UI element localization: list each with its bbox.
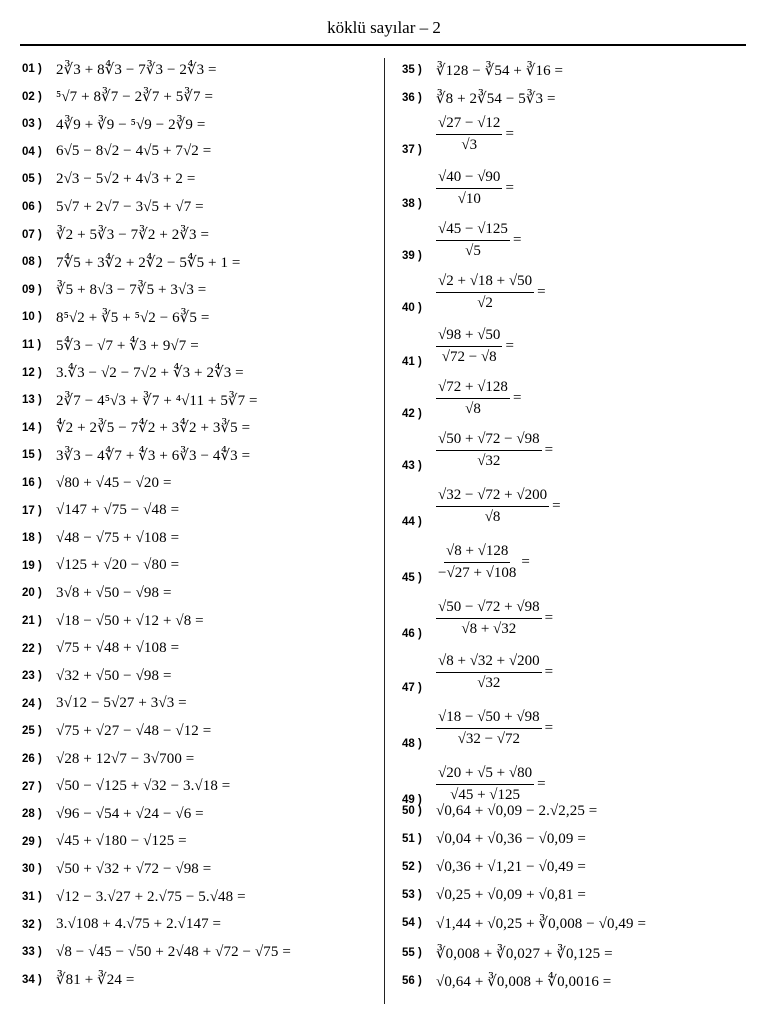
problem-number: 34 ) <box>22 973 42 986</box>
problem-number: 35 ) <box>402 64 422 76</box>
problem-expression: ∜2 + 2∛5 − 7∜2 + 3∜2 + 3∛5 = <box>56 420 251 437</box>
problem-item <box>22 720 211 742</box>
problem-number: 29 ) <box>22 835 42 848</box>
fraction-numerator: √50 − √72 + √98 <box>436 598 542 619</box>
fraction-body <box>436 708 542 749</box>
fraction-expression <box>436 114 514 155</box>
problem-number: 09 ) <box>22 283 42 296</box>
problem-item <box>22 168 195 190</box>
problem-item <box>402 594 553 642</box>
problem-item <box>402 828 586 850</box>
problem-expression: √50 + √32 + √72 − √98 = <box>56 860 212 877</box>
problem-item <box>22 472 172 494</box>
equals-sign: = <box>505 125 514 142</box>
problem-item <box>22 389 258 411</box>
problem-expression: √1,44 + √0,25 + ∛0,008 − √0,49 = <box>436 915 647 932</box>
problem-number: 49 ) <box>402 794 422 806</box>
problem-item <box>22 417 250 439</box>
fraction-numerator: √2 + √18 + √50 <box>436 272 534 293</box>
problem-item <box>22 58 217 80</box>
problem-expression: 8⁵√2 + ∛5 + ⁵√2 − 6∛5 = <box>56 309 210 326</box>
problem-expression: √75 + √48 + √108 = <box>56 640 180 657</box>
equals-sign: = <box>544 663 554 680</box>
problem-number: 48 ) <box>402 738 422 750</box>
problem-expression: ∛0,008 + ∛0,027 + ∛0,125 = <box>436 945 613 962</box>
problem-item <box>22 113 205 135</box>
problem-number: 22 ) <box>22 642 42 655</box>
fraction-numerator: √40 − √90 <box>436 168 502 189</box>
problem-expression: √75 + √27 − √48 − √12 = <box>56 722 212 739</box>
fraction-denominator: √2 <box>477 294 493 311</box>
fraction-numerator: √98 + √50 <box>436 326 502 347</box>
problem-item <box>22 748 194 770</box>
fraction-denominator: √3 <box>461 136 478 153</box>
problem-expression: 7∜5 + 3∜2 + 2∜2 − 5∜5 + 1 = <box>56 254 241 271</box>
problem-item <box>402 110 514 158</box>
problem-number: 28 ) <box>22 808 42 821</box>
fraction-body <box>436 542 518 583</box>
problem-item <box>22 803 204 825</box>
fraction-denominator: √8 <box>484 508 501 525</box>
problem-number: 07 ) <box>22 228 42 241</box>
problem-number: 06 ) <box>22 201 42 213</box>
problem-expression: 3.∜3 − √2 − 7√2 + ∜3 + 2∜3 = <box>56 365 244 382</box>
fraction-denominator: √32 <box>477 674 501 691</box>
problem-item <box>22 86 213 108</box>
problem-number: 52 ) <box>402 861 422 873</box>
problem-number: 18 ) <box>22 532 42 545</box>
problem-number: 45 ) <box>402 572 422 584</box>
problem-item <box>22 362 244 384</box>
title-divider <box>20 44 746 46</box>
problem-expression: 2∛3 + 8∜3 − 7∛3 − 2∜3 = <box>56 61 217 78</box>
problem-expression: √80 + √45 − √20 = <box>56 474 172 491</box>
fraction-numerator: √45 − √125 <box>436 220 510 241</box>
problem-number: 51 ) <box>402 833 422 845</box>
problem-expression: ∛128 − ∛54 + ∛16 = <box>436 62 564 79</box>
problem-item <box>402 482 561 530</box>
problem-expression: ⁵√7 + 8∛7 − 2∛7 + 5∛7 = <box>56 89 214 106</box>
fraction-expression <box>436 486 561 527</box>
problem-number: 10 ) <box>22 311 42 324</box>
fraction-denominator: √5 <box>465 242 481 259</box>
problem-number: 31 ) <box>22 891 42 903</box>
fraction-denominator: √72 − √8 <box>441 348 497 365</box>
fraction-body <box>436 114 502 155</box>
fraction-body <box>436 168 502 209</box>
fraction-numerator: √8 + √128 <box>444 542 510 563</box>
problem-number: 38 ) <box>402 198 422 210</box>
problem-item <box>402 800 597 822</box>
problem-number: 24 ) <box>22 697 42 710</box>
problem-expression: √28 + 12√7 − 3√700 = <box>56 750 195 767</box>
problem-number: 27 ) <box>22 780 42 793</box>
problem-item <box>402 970 611 992</box>
problem-number: 23 ) <box>22 670 42 683</box>
fraction-denominator: √10 <box>457 190 481 207</box>
problem-number: 02 ) <box>22 90 42 103</box>
problem-expression: 5∜3 − √7 + ∜3 + 9√7 = <box>56 337 199 354</box>
problem-number: 04 ) <box>22 145 42 158</box>
problem-item <box>22 527 179 549</box>
problem-item <box>402 86 556 110</box>
problem-item <box>402 216 521 264</box>
problem-expression: ∛8 + 2∛54 − 5∛3 = <box>436 90 556 107</box>
equals-sign: = <box>505 179 514 196</box>
fraction-numerator: √27 − √12 <box>436 114 502 135</box>
equals-sign: = <box>544 609 554 626</box>
problem-number: 03 ) <box>22 118 42 131</box>
problem-item <box>22 665 172 687</box>
problem-item <box>22 776 230 798</box>
problem-number: 55 ) <box>402 947 422 959</box>
problem-item <box>402 884 586 906</box>
problem-expression: √125 + √20 − √80 = <box>56 557 180 574</box>
fraction-body <box>436 598 542 639</box>
problem-number: 47 ) <box>402 682 422 694</box>
problem-expression: ∛2 + 5∛3 − 7∛2 + 2∛3 = <box>56 227 210 244</box>
problem-item <box>22 610 204 632</box>
problem-expression: √48 − √75 + √108 = <box>56 529 180 546</box>
problem-item <box>22 444 250 466</box>
problem-expression: √147 + √75 − √48 = <box>56 502 180 519</box>
problem-item <box>22 334 199 356</box>
fraction-expression <box>436 326 514 367</box>
problem-item <box>402 942 613 964</box>
problem-number: 19 ) <box>22 559 42 572</box>
equals-sign: = <box>544 719 554 736</box>
problem-expression: 5√7 + 2√7 − 3√5 + √7 = <box>56 198 204 215</box>
problem-expression: 6√5 − 8√2 − 4√5 + 7√2 = <box>56 143 212 160</box>
problem-item <box>402 58 563 82</box>
fraction-body <box>436 272 534 313</box>
problem-item <box>402 704 553 752</box>
problem-number: 37 ) <box>402 144 422 156</box>
problem-number: 41 ) <box>402 356 422 368</box>
problem-expression: √12 − 3.√27 + 2.√75 − 5.√48 = <box>56 888 246 905</box>
problem-expression: ∛5 + 8√3 − 7∛5 + 3√3 = <box>56 282 207 299</box>
equals-sign: = <box>521 553 530 570</box>
problem-item <box>402 426 553 474</box>
problem-number: 05 ) <box>22 173 42 186</box>
fraction-numerator: √50 + √72 − √98 <box>436 430 542 451</box>
problem-item <box>402 268 546 316</box>
fraction-expression <box>436 764 546 805</box>
fraction-denominator: √32 − √72 <box>457 730 521 747</box>
problem-number: 54 ) <box>402 917 422 929</box>
problem-number: 56 ) <box>402 975 422 987</box>
equals-sign: = <box>512 389 522 406</box>
problem-number: 44 ) <box>402 516 422 528</box>
page-title: köklü sayılar – 2 <box>327 18 441 37</box>
equals-sign: = <box>512 231 522 248</box>
problem-expression: √45 + √180 − √125 = <box>56 833 187 850</box>
problem-item <box>22 858 211 880</box>
fraction-expression <box>436 168 514 209</box>
problem-item <box>22 500 179 522</box>
problem-item <box>22 914 221 936</box>
problem-number: 25 ) <box>22 725 42 738</box>
fraction-expression <box>436 220 521 261</box>
problem-expression: √18 − √50 + √12 + √8 = <box>56 612 204 629</box>
fraction-numerator: √8 + √32 + √200 <box>436 652 542 673</box>
equals-sign: = <box>544 441 554 458</box>
problem-item <box>22 306 209 328</box>
problem-number: 21 ) <box>22 615 42 627</box>
problem-expression: 3.√108 + 4.√75 + 2.√147 = <box>56 916 222 933</box>
fraction-denominator: √32 <box>477 452 501 469</box>
equals-sign: = <box>552 497 561 514</box>
problem-number: 36 ) <box>402 92 422 104</box>
fraction-expression <box>436 542 530 583</box>
problem-expression: 2√3 − 5√2 + 4√3 + 2 = <box>56 170 196 187</box>
problem-number: 13 ) <box>22 394 42 407</box>
problem-expression: 3√8 + √50 − √98 = <box>56 584 172 601</box>
problem-number: 11 ) <box>22 339 42 351</box>
fraction-denominator: √8 + √32 <box>461 620 517 637</box>
problem-item <box>22 196 204 218</box>
fraction-body <box>436 486 549 527</box>
problem-item <box>22 582 172 604</box>
problem-number: 50 ) <box>402 805 422 817</box>
problem-expression: √50 − √125 + √32 − 3.√18 = <box>56 778 231 795</box>
problem-number: 16 ) <box>22 477 42 489</box>
problem-item <box>22 555 179 577</box>
problem-item <box>22 638 179 660</box>
equals-sign: = <box>505 337 514 354</box>
fraction-expression <box>436 708 553 749</box>
problem-expression: 2∛7 − 4⁵√3 + ∛7 + ⁴√11 + 5∛7 = <box>56 392 258 409</box>
problem-number: 30 ) <box>22 863 42 876</box>
problem-item <box>22 941 291 963</box>
problem-item <box>402 912 646 934</box>
problem-item <box>22 693 187 715</box>
fraction-body <box>436 326 502 367</box>
fraction-denominator: √8 <box>465 400 481 417</box>
problem-item <box>22 141 211 163</box>
problem-expression: √96 − √54 + √24 − √6 = <box>56 805 204 822</box>
fraction-numerator: √20 + √5 + √80 <box>436 764 534 785</box>
problem-number: 33 ) <box>22 946 42 959</box>
problem-expression: √0,36 + √1,21 − √0,49 = <box>436 858 586 875</box>
problem-expression: √0,04 + √0,36 − √0,09 = <box>436 830 586 847</box>
problem-item <box>22 831 187 853</box>
problem-expression: √0,64 + √0,09 − 2.√2,25 = <box>436 802 598 819</box>
problem-number: 40 ) <box>402 302 422 314</box>
fraction-body <box>436 652 542 693</box>
fraction-expression <box>436 598 553 639</box>
fraction-body <box>436 764 534 805</box>
problem-item <box>402 856 586 878</box>
problem-number: 26 ) <box>22 753 42 765</box>
problem-number: 39 ) <box>402 250 422 262</box>
problem-item <box>22 886 246 908</box>
problem-number: 15 ) <box>22 449 42 462</box>
problem-expression: √32 + √50 − √98 = <box>56 667 172 684</box>
problem-item <box>402 164 514 212</box>
problem-item <box>22 279 206 301</box>
fraction-expression <box>436 430 553 471</box>
problem-expression: 3∛3 − 4∜7 + ∜3 + 6∛3 − 4∜3 = <box>56 447 251 464</box>
problem-expression: √0,64 + ∛0,008 + ∜0,0016 = <box>436 973 612 990</box>
problem-number: 53 ) <box>402 889 422 901</box>
problem-item <box>402 374 521 422</box>
problem-expression: √8 − √45 − √50 + 2√48 + √72 − √75 = <box>56 943 291 960</box>
problem-number: 32 ) <box>22 918 42 931</box>
fraction-body <box>436 378 510 419</box>
problem-number: 42 ) <box>402 408 422 420</box>
problem-item <box>22 224 209 246</box>
fraction-expression <box>436 652 553 693</box>
problem-item <box>402 322 514 370</box>
problem-number: 14 ) <box>22 421 42 434</box>
problem-item <box>402 648 553 696</box>
equals-sign: = <box>537 283 546 300</box>
fraction-numerator: √32 − √72 + √200 <box>436 486 549 507</box>
problem-expression: ∛81 + ∛24 = <box>56 972 135 989</box>
fraction-body <box>436 430 542 471</box>
problem-number: 20 ) <box>22 587 42 600</box>
fraction-numerator: √18 − √50 + √98 <box>436 708 542 729</box>
fraction-denominator: √45 + √125 <box>450 786 521 803</box>
fraction-expression <box>436 378 521 419</box>
problem-number: 46 ) <box>402 628 422 640</box>
column-divider <box>384 58 385 1004</box>
problem-expression: √0,25 + √0,09 + √0,81 = <box>436 886 586 903</box>
fraction-expression <box>436 272 546 313</box>
problem-expression: 4∛9 + ∛9 − ⁵√9 − 2∛9 = <box>56 116 206 133</box>
problem-expression: 3√12 − 5√27 + 3√3 = <box>56 695 187 712</box>
fraction-denominator: −√27 + √108 <box>438 564 517 581</box>
equals-sign: = <box>537 775 546 792</box>
fraction-numerator: √72 + √128 <box>436 378 510 399</box>
problem-number: 01 ) <box>22 63 42 75</box>
fraction-body <box>436 220 510 261</box>
problem-item <box>22 969 134 991</box>
problem-number: 17 ) <box>22 504 42 517</box>
problem-number: 12 ) <box>22 366 42 379</box>
problem-number: 43 ) <box>402 460 422 472</box>
problem-item <box>402 538 530 586</box>
problem-number: 08 ) <box>22 256 42 269</box>
problem-item <box>22 251 240 273</box>
